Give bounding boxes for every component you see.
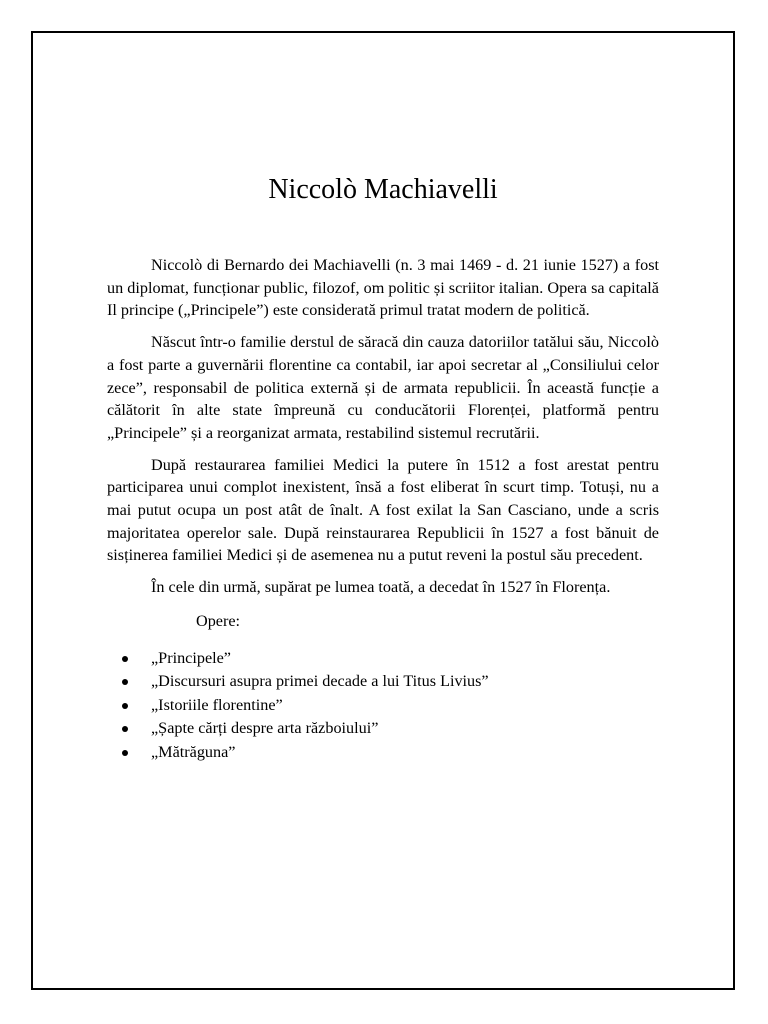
document-title: Niccolò Machiavelli	[268, 174, 498, 205]
paragraph-death: În cele din urmă, supărat pe lumea toată, a decedat în 1527 în Florența.	[151, 578, 611, 597]
bullet-icon	[122, 750, 128, 756]
list-item	[107, 670, 659, 694]
works-heading: Opere:	[196, 611, 241, 630]
work-title: „Șapte cărți despre arta războiului”	[151, 719, 379, 738]
work-title: „Mătrăguna”	[151, 742, 236, 761]
list-item	[107, 741, 659, 765]
list-item	[107, 647, 659, 671]
paragraph-exile: După restaurarea familiei Medici la putere în 1512 a fost arestat pentru participarea unui complot inexistent, însă a fost eliberat în scurt timp. Totuși, nu a mai putut ocupa un post atât de înalt. A fost exilat la San Casciano, unde a scris majoritatea operelor sale. După reinstaurarea Republicii în 1527 a fost bănuit de sisținerea familiei Medici și de asemenea nu a putut reveni la postul său precedent.	[107, 455, 659, 565]
bullet-icon	[122, 726, 128, 732]
work-title: „Principele”	[151, 648, 231, 667]
bullet-icon	[122, 656, 128, 662]
paragraph-career: Născut într-o familie derstul de săracă din cauza datoriilor tatălui său, Niccolò a fost parte a guvernării florentine ca contabil, iar apoi secretar al „Consiliului celor zece”, responsabil de politica externă și de armata republicii. În această funcție a călătorit în alte state împreună cu conducătorii Florenței, platformă pentru „Principele” și a reorganizat armata, restabilind sistemul recrutării.	[107, 333, 659, 442]
paragraph-intro: Niccolò di Bernardo dei Machiavelli (n. 3 mai 1469 - d. 21 iunie 1527) a fost un diplomat, funcționar public, filozof, om politic și scriitor italian. Opera sa capitală Il principe („Principele”) este considerată primul tratat modern de politică.	[107, 256, 659, 320]
work-title: „Discursuri asupra primei decade a lui Titus Livius”	[151, 672, 489, 691]
works-list	[107, 647, 659, 765]
bullet-icon	[122, 703, 128, 709]
bullet-icon	[122, 679, 128, 685]
document-body	[107, 254, 659, 764]
list-item	[107, 717, 659, 741]
list-item	[107, 694, 659, 718]
work-title: „Istoriile florentine”	[151, 695, 283, 714]
